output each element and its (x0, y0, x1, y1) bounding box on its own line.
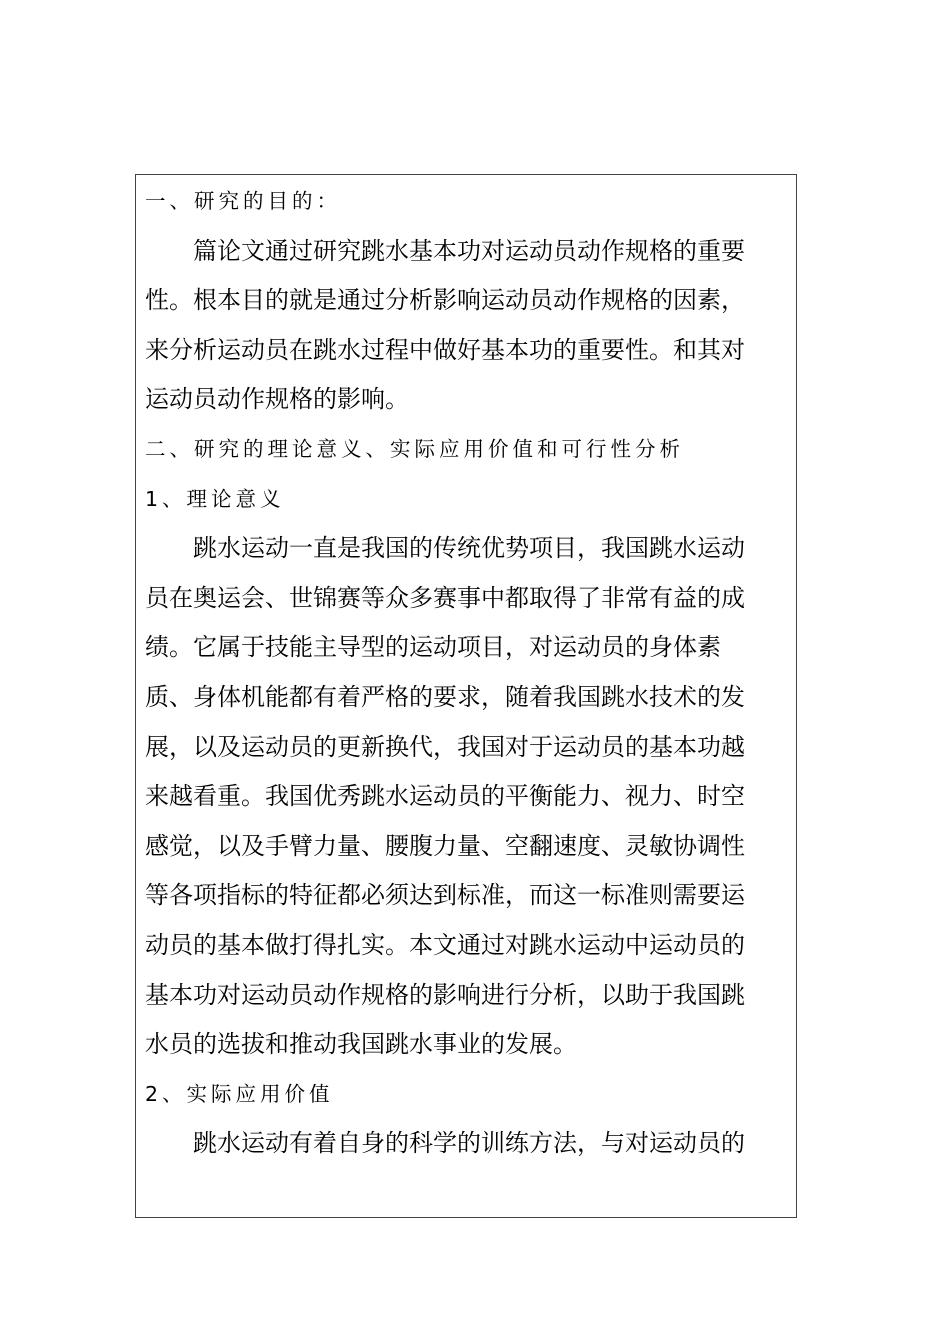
theory-line-6: 来越看重。我国优秀跳水运动员的平衡能力、视力、时空 (145, 782, 745, 811)
theory-heading: 1、理论意义 (145, 486, 285, 511)
significance-heading: 二、研究的理论意义、实际应用价值和可行性分析 (145, 436, 684, 461)
purpose-line-4: 运动员动作规格的影响。 (145, 385, 409, 414)
theory-line-3: 绩。它属于技能主导型的运动项目，对运动员的身体素 (145, 633, 721, 662)
theory-line-2: 员在奥运会、世锦赛等众多赛事中都取得了非常有益的成 (145, 583, 745, 612)
theory-line-7: 感觉，以及手臂力量、腰腹力量、空翻速度、灵敏协调性 (145, 831, 745, 860)
theory-line-10: 基本功对运动员动作规格的影响进行分析，以助于我国跳 (145, 980, 745, 1009)
theory-line-9: 动员的基本做打得扎实。本文通过对跳水运动中运动员的 (145, 930, 745, 959)
purpose-line-3: 来分析运动员在跳水过程中做好基本功的重要性。和其对 (145, 335, 745, 364)
practical-line-1: 跳水运动有着自身的科学的训练方法，与对运动员的 (193, 1129, 745, 1158)
theory-line-1: 跳水运动一直是我国的传统优势项目，我国跳水运动 (193, 534, 745, 563)
purpose-heading: 一、研究的目的： (145, 189, 341, 213)
theory-line-4: 质、身体机能都有着严格的要求，随着我国跳水技术的发 (145, 682, 745, 711)
theory-line-11: 水员的选拔和推动我国跳水事业的发展。 (145, 1030, 577, 1059)
document-content (145, 175, 790, 1169)
theory-line-8: 等各项指标的特征都必须达到标准，而这一标准则需要运 (145, 881, 745, 910)
practical-heading: 2、实际应用价值 (145, 1081, 334, 1106)
purpose-line-2: 性。根本目的就是通过分析影响运动员动作规格的因素， (145, 286, 745, 315)
purpose-line-1: 篇论文通过研究跳水基本功对运动员动作规格的重要 (193, 236, 745, 265)
document-frame (135, 174, 797, 1218)
theory-line-5: 展，以及运动员的更新换代，我国对于运动员的基本功越 (145, 732, 745, 761)
